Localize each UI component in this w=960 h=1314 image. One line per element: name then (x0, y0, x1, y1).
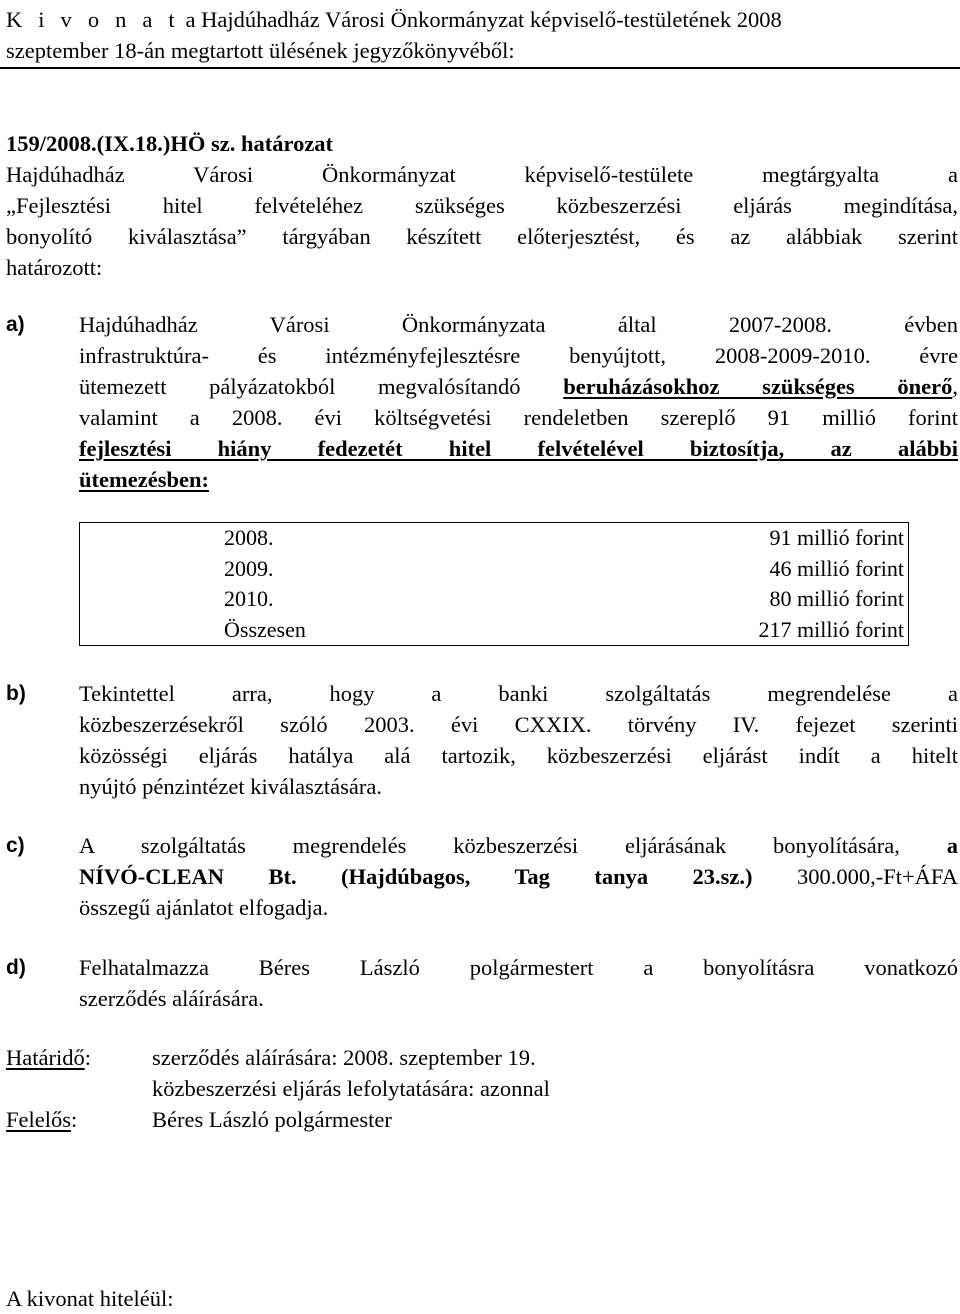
header-rule (0, 67, 960, 69)
kivonat-word: K i v o n a t (6, 7, 180, 32)
schedule-year: 2009. (224, 555, 274, 581)
item-line: valamint a 2008. évi költségvetési rendeletben szereplő 91 millió forint (79, 405, 958, 430)
item-line: közbeszerzésekről szóló 2003. évi CXXIX. törvény IV. fejezet szerinti (79, 712, 958, 737)
item-marker: a) (6, 313, 25, 336)
item-line: Tekintettel arra, hogy a banki szolgáltatás megrendelése a (79, 681, 958, 706)
item-line: Hajdúhadház Városi Önkormányzata által 2007-2008. évben (79, 312, 958, 337)
item-line: nyújtó pénzintézet kiválasztására. (79, 774, 382, 799)
item-line: összegű ajánlatot elfogadja. (79, 895, 329, 920)
schedule-total-label: Összesen (224, 616, 306, 642)
item-line: közösségi eljárás hatálya alá tartozik, közbeszerzési eljárást indít a hitelt (79, 743, 958, 768)
deadline-value: szerződés aláírására: 2008. szeptember 19. (152, 1045, 536, 1070)
responsible-value: Béres László polgármester (152, 1107, 392, 1132)
item-marker: d) (6, 956, 26, 979)
item-body (79, 678, 958, 802)
schedule-total-amount: 217 millió forint (758, 616, 904, 642)
resolution-intro (6, 159, 958, 283)
item-body (79, 830, 958, 923)
intro-line: határozott: (6, 255, 103, 280)
intro-line: bonyolító kiválasztása” tárgyában készített előterjesztést, és az alábbiak szerint (6, 224, 958, 249)
item-body (79, 952, 958, 1014)
item-marker: c) (6, 834, 25, 857)
item-line-emphasis: ütemezésben: (79, 467, 209, 492)
deadline-block (6, 1042, 958, 1135)
table-row (80, 523, 909, 554)
item-line: ütemezett pályázatokból megvalósítandó beruházásokhoz szükséges önerő, (79, 374, 958, 399)
deadline-value: közbeszerzési eljárás lefolytatására: azonnal (152, 1076, 550, 1101)
schedule-table (79, 522, 909, 646)
item-line: infrastruktúra- és intézményfejlesztésre benyújtott, 2008-2009-2010. évre (79, 343, 958, 368)
item-line: NÍVÓ-CLEAN Bt. (Hajdúbagos, Tag tanya 23.sz.) 300.000,-Ft+ÁFA (79, 864, 958, 889)
header-title: a Hajdúhadház Városi Önkormányzat képviselő-testületének 2008 (179, 7, 782, 32)
contractor-name: NÍVÓ-CLEAN Bt. (Hajdúbagos, Tag tanya 23.sz.) (79, 864, 753, 889)
deadline-row: Határidő: szerződés aláírására: 2008. szeptember 19. (6, 1042, 958, 1073)
intro-line: Hajdúhadház Városi Önkormányzat képviselő-testülete megtárgyalta a (6, 162, 958, 187)
schedule-amount: 46 millió forint (769, 555, 904, 581)
emphasis-text: beruházásokhoz szükséges önerő (563, 374, 953, 399)
responsible-row: Felelős: Béres László polgármester (6, 1104, 958, 1135)
item-line: szerződés aláírására. (79, 986, 264, 1011)
item-line: Felhatalmazza Béres László polgármestert a bonyolításra vonatkozó (79, 955, 958, 980)
schedule-year: 2010. (224, 586, 274, 612)
schedule-amount: 80 millió forint (769, 586, 904, 612)
table-row (80, 584, 909, 614)
deadline-label: Határidő (6, 1045, 85, 1070)
resolution-number: 159/2008.(IX.18.)HÖ sz. határozat (6, 131, 334, 156)
deadline-row (6, 1073, 958, 1104)
responsible-label: Felelős (6, 1107, 71, 1132)
item-line-emphasis: fejlesztési hiány fedezetét hitel felvételével biztosítja, az alábbi (79, 436, 958, 461)
item-marker: b) (6, 682, 26, 705)
header-line-2: szeptember 18-án megtartott ülésének jegyzőkönyvéből: (6, 38, 515, 63)
schedule-year: 2008. (224, 525, 274, 551)
document-header (6, 4, 956, 66)
table-row (80, 554, 909, 584)
item-line: A szolgáltatás megrendelés közbeszerzési eljárásának bonyolítására, a (79, 833, 958, 858)
intro-line: „Fejlesztési hitel felvételéhez szükséges közbeszerzési eljárás megindítása, (6, 193, 958, 218)
footer-attestation: A kivonat hiteléül: (6, 1286, 174, 1311)
table-row-total (80, 614, 909, 645)
schedule-amount: 91 millió forint (769, 525, 904, 551)
header-line-1 (6, 4, 956, 35)
item-body (79, 309, 958, 495)
